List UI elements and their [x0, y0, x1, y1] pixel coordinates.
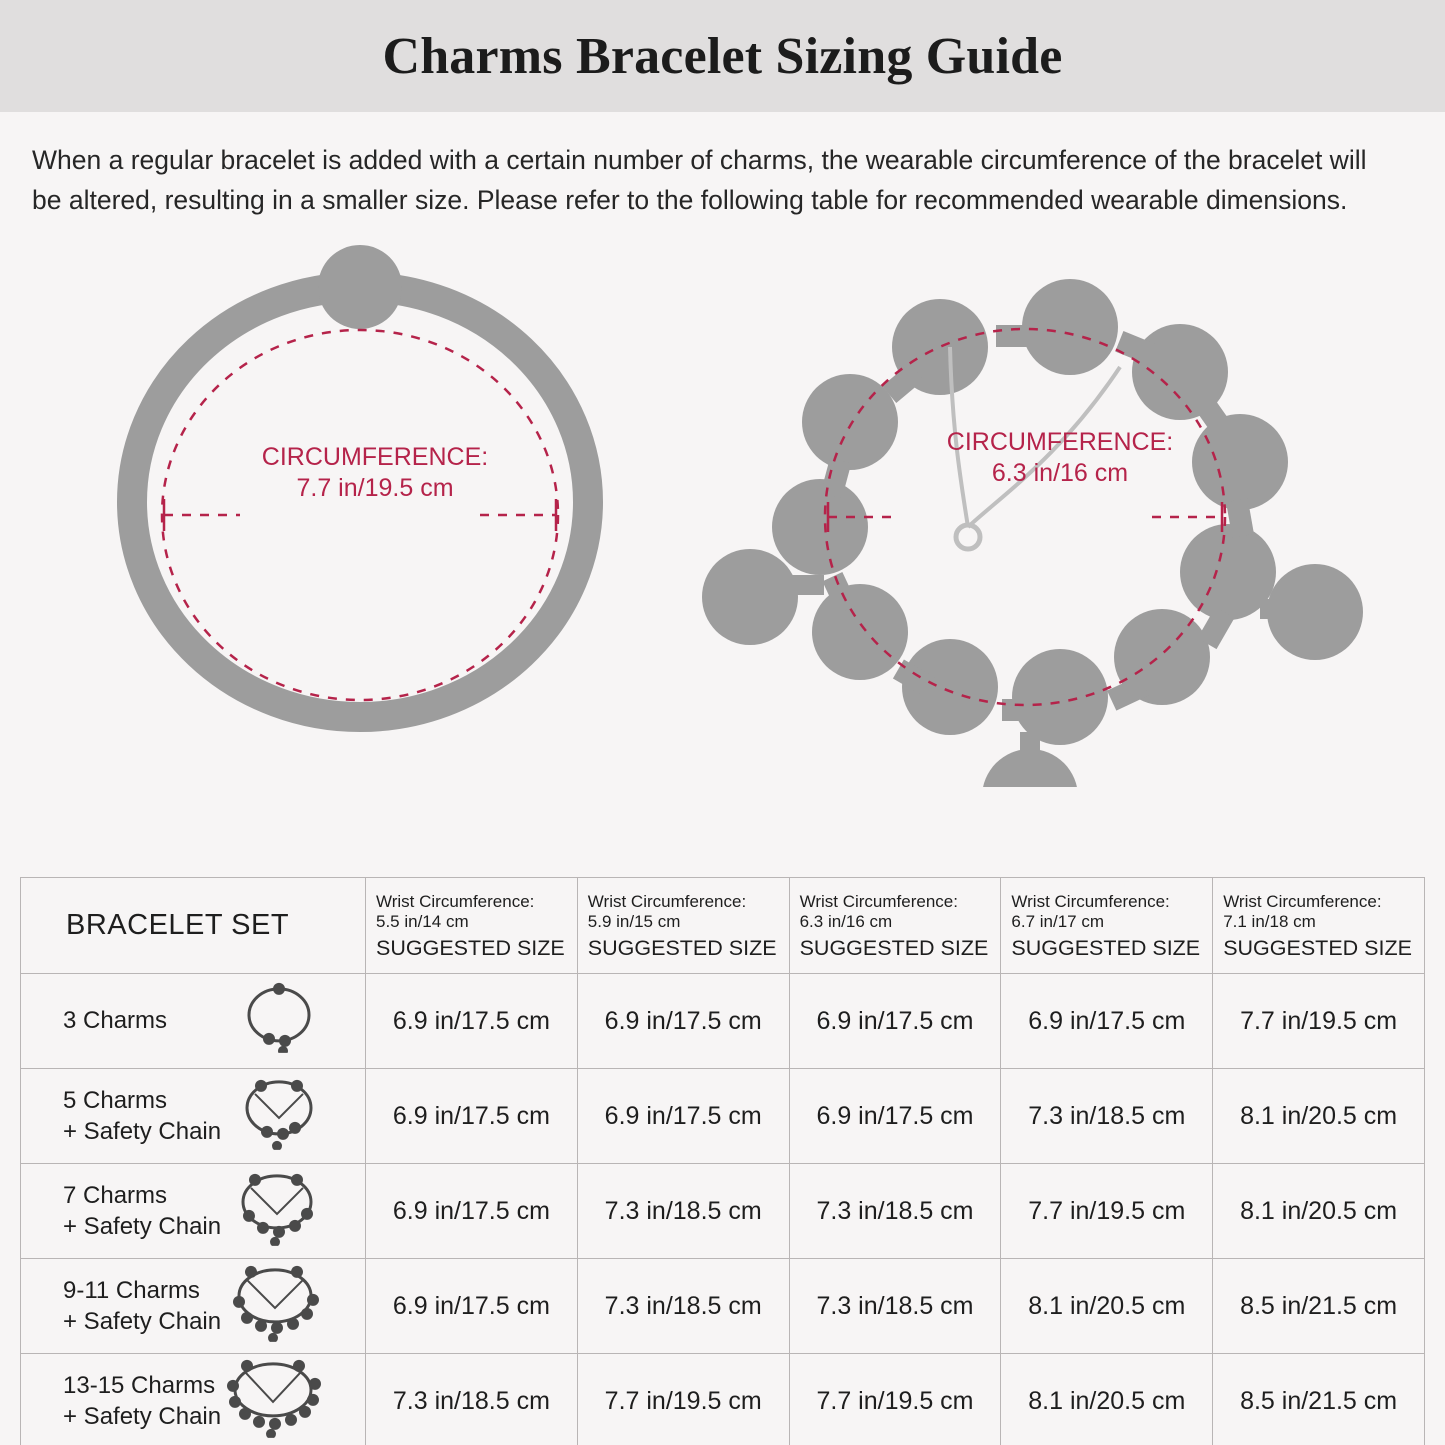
- table-row: [21, 1259, 1425, 1354]
- bracelet-set-cell: [21, 1259, 366, 1354]
- size-cell: 7.3 in/18.5 cm: [789, 1164, 1001, 1259]
- wrist-circumference-label: Wrist Circumference:: [1223, 891, 1382, 911]
- suggested-size-label: SUGGESTED SIZE: [376, 936, 565, 961]
- charms-bracelet-diagram: [700, 227, 1400, 787]
- wrist-circumference-label: Wrist Circumference:: [376, 891, 535, 911]
- wrist-column-header: [789, 878, 1001, 974]
- wrist-circumference-label: Wrist Circumference:: [587, 891, 747, 911]
- size-cell: 6.9 in/17.5 cm: [577, 1069, 789, 1164]
- wrist-column-header: [366, 878, 578, 974]
- size-cell: 8.1 in/20.5 cm: [1213, 1069, 1425, 1164]
- plain-circumference-label: CIRCUMFERENCE:: [261, 442, 489, 471]
- size-cell: 6.9 in/17.5 cm: [577, 974, 789, 1069]
- bracelet-set-cell: [21, 1354, 366, 1445]
- bracelet-9-11-charms-icon: [225, 1262, 325, 1350]
- wrist-circumference-value: 6.7 in/17 cm: [1011, 912, 1104, 931]
- suggested-size-label: SUGGESTED SIZE: [799, 936, 989, 961]
- size-cell: 7.3 in/18.5 cm: [1001, 1069, 1213, 1164]
- charms-bracelet-label: [890, 427, 1230, 490]
- size-cell: 8.5 in/21.5 cm: [1213, 1354, 1425, 1445]
- bracelet-7-charms-icon: [229, 1168, 325, 1254]
- plain-bracelet-svg: [60, 227, 700, 787]
- wrist-circumference-label: Wrist Circumference:: [799, 891, 958, 911]
- set-label-line1: 13-15 Charms: [63, 1371, 216, 1399]
- set-label-line2: + Safety Chain: [63, 1403, 222, 1430]
- charms-bracelet-svg: [700, 227, 1400, 787]
- size-cell: 7.7 in/19.5 cm: [789, 1354, 1001, 1445]
- size-cell: 7.3 in/18.5 cm: [577, 1259, 789, 1354]
- table-row: [21, 1069, 1425, 1164]
- size-cell: 6.9 in/17.5 cm: [366, 1259, 578, 1354]
- suggested-size-label: SUGGESTED SIZE: [1223, 936, 1412, 961]
- set-label-line1: 3 Charms: [63, 1007, 168, 1035]
- wrist-circumference-label: Wrist Circumference:: [1011, 891, 1170, 911]
- size-cell: 6.9 in/17.5 cm: [366, 1164, 578, 1259]
- size-cell: 8.5 in/21.5 cm: [1213, 1259, 1425, 1354]
- set-label-line2: + Safety Chain: [63, 1213, 222, 1240]
- sizing-table-wrapper: [20, 877, 1425, 1445]
- size-cell: 6.9 in/17.5 cm: [789, 974, 1001, 1069]
- size-cell: 8.1 in/20.5 cm: [1213, 1164, 1425, 1259]
- set-label-line1: 9-11 Charms: [63, 1276, 200, 1304]
- table-body: [21, 974, 1425, 1445]
- wrist-circumference-value: 7.1 in/18 cm: [1223, 912, 1316, 931]
- set-label-line1: 7 Charms: [63, 1181, 168, 1209]
- charms-circumference-label: CIRCUMFERENCE:: [946, 427, 1174, 456]
- size-cell: 7.7 in/19.5 cm: [577, 1354, 789, 1445]
- wrist-circumference-value: 5.9 in/15 cm: [587, 912, 681, 931]
- set-label-line1: 5 Charms: [63, 1086, 168, 1114]
- bracelet-set-header: BRACELET SET: [21, 878, 366, 974]
- size-cell: 8.1 in/20.5 cm: [1001, 1354, 1213, 1445]
- table-header-row: [21, 878, 1425, 974]
- size-cell: 6.9 in/17.5 cm: [366, 1069, 578, 1164]
- wrist-column-header: [577, 878, 789, 974]
- suggested-size-label: SUGGESTED SIZE: [1011, 936, 1201, 961]
- bracelet-set-cell: [21, 1164, 366, 1259]
- intro-paragraph: When a regular bracelet is added with a certain number of charms, the wearable circumference of the bracelet will be altered, resulting in a smaller size. Please refer to the following table for recommended wearable dimensions.: [32, 145, 1367, 216]
- table-row: [21, 1354, 1425, 1445]
- size-cell: 6.9 in/17.5 cm: [1001, 974, 1213, 1069]
- table-row: [21, 974, 1425, 1069]
- wrist-column-header: [1213, 878, 1425, 974]
- bracelet-set-cell: [21, 1069, 366, 1164]
- charms-circumference-value: 6.3 in/16 cm: [991, 458, 1129, 487]
- bracelet-set-cell: [21, 974, 366, 1069]
- size-cell: 7.3 in/18.5 cm: [789, 1259, 1001, 1354]
- plain-bracelet-label: [205, 442, 545, 505]
- wrist-circumference-value: 5.5 in/14 cm: [376, 912, 469, 931]
- bracelet-13-15-charms-icon: [221, 1356, 325, 1445]
- bracelet-5-charms-icon: [233, 1074, 325, 1158]
- plain-bracelet-diagram: [60, 227, 700, 787]
- table-head: [21, 878, 1425, 974]
- page-header: [0, 0, 1445, 112]
- size-cell: 6.9 in/17.5 cm: [789, 1069, 1001, 1164]
- set-label-line2: + Safety Chain: [63, 1118, 222, 1145]
- diagrams-section: [0, 227, 1445, 807]
- bracelet-3-charms-icon: [233, 981, 325, 1061]
- size-cell: 8.1 in/20.5 cm: [1001, 1259, 1213, 1354]
- size-cell: 7.7 in/19.5 cm: [1001, 1164, 1213, 1259]
- plain-circumference-value: 7.7 in/19.5 cm: [296, 473, 454, 502]
- table-row: [21, 1164, 1425, 1259]
- set-label-line2: + Safety Chain: [63, 1308, 222, 1335]
- size-cell: 7.3 in/18.5 cm: [577, 1164, 789, 1259]
- wrist-circumference-value: 6.3 in/16 cm: [799, 912, 893, 931]
- page-title: Charms Bracelet Sizing Guide: [382, 27, 1063, 85]
- size-cell: 6.9 in/17.5 cm: [366, 974, 578, 1069]
- size-cell: 7.7 in/19.5 cm: [1213, 974, 1425, 1069]
- suggested-size-label: SUGGESTED SIZE: [587, 936, 777, 961]
- sizing-table: [20, 877, 1425, 1445]
- size-cell: 7.3 in/18.5 cm: [366, 1354, 578, 1445]
- wrist-column-header: [1001, 878, 1213, 974]
